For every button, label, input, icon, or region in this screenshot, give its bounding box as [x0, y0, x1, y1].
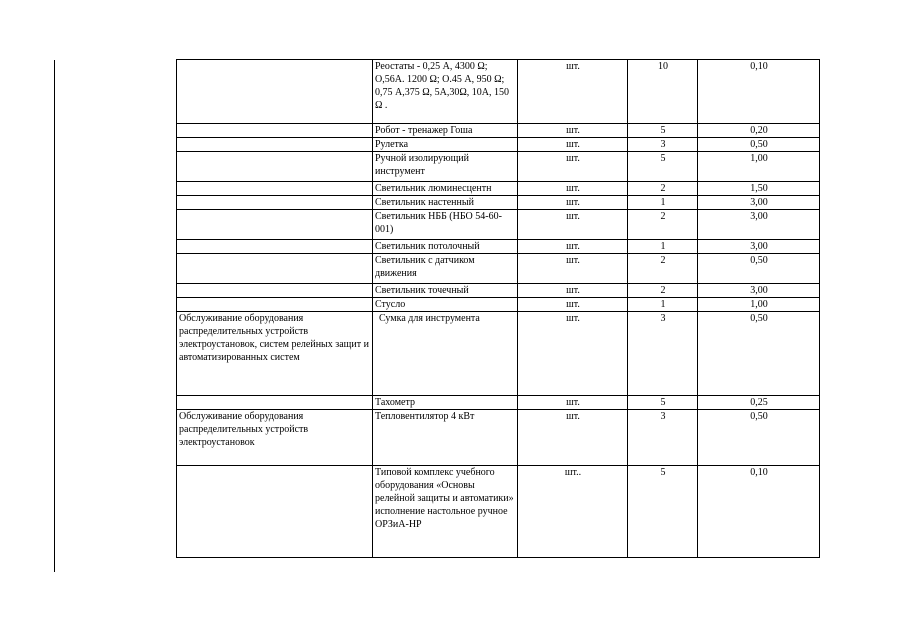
table-row — [177, 284, 820, 298]
value-cell: 1,00 — [698, 152, 820, 182]
value-cell: 0,50 — [698, 410, 820, 466]
item-name-cell: Светильник точечный — [373, 284, 518, 298]
unit-cell: шт. — [518, 210, 628, 240]
quantity-cell: 2 — [628, 182, 698, 196]
item-name-cell: Светильник НББ (НБО 54-60-001) — [373, 210, 518, 240]
quantity-cell: 5 — [628, 396, 698, 410]
item-name-cell: Робот - тренажер Гоша — [373, 124, 518, 138]
value-cell: 1,00 — [698, 298, 820, 312]
table-row — [177, 152, 820, 182]
value-cell: 3,00 — [698, 240, 820, 254]
section-cell — [177, 60, 373, 124]
quantity-cell: 5 — [628, 152, 698, 182]
value-cell: 0,10 — [698, 60, 820, 124]
section-cell — [177, 396, 373, 410]
quantity-cell: 5 — [628, 124, 698, 138]
unit-cell: шт. — [518, 60, 628, 124]
unit-cell: шт. — [518, 182, 628, 196]
section-cell — [177, 466, 373, 558]
unit-cell: шт. — [518, 124, 628, 138]
section-cell — [177, 138, 373, 152]
item-name-cell: Сумка для инструмента — [373, 312, 518, 396]
quantity-cell: 1 — [628, 240, 698, 254]
table-row — [177, 396, 820, 410]
quantity-cell: 2 — [628, 210, 698, 240]
equipment-table — [176, 59, 820, 558]
unit-cell: шт. — [518, 196, 628, 210]
section-cell — [177, 284, 373, 298]
item-name-cell: Светильник потолочный — [373, 240, 518, 254]
value-cell: 1,50 — [698, 182, 820, 196]
unit-cell: шт. — [518, 240, 628, 254]
item-name-cell: Ручной изолирующий инструмент — [373, 152, 518, 182]
value-cell: 0,50 — [698, 312, 820, 396]
section-cell — [177, 182, 373, 196]
item-name-cell: Светильник с датчиком движения — [373, 254, 518, 284]
unit-cell: шт. — [518, 138, 628, 152]
table-row — [177, 466, 820, 558]
quantity-cell: 3 — [628, 410, 698, 466]
value-cell: 0,10 — [698, 466, 820, 558]
unit-cell: шт.. — [518, 466, 628, 558]
item-name-cell: Типовой комплекс учебного оборудования «Основы релейной защиты и автоматики» исполнение настольное ручное ОРЗиА-НР — [373, 466, 518, 558]
item-name-cell: Стусло — [373, 298, 518, 312]
table-row — [177, 182, 820, 196]
table-row — [177, 138, 820, 152]
value-cell: 0,20 — [698, 124, 820, 138]
quantity-cell: 1 — [628, 196, 698, 210]
table-row — [177, 240, 820, 254]
item-name-cell: Рулетка — [373, 138, 518, 152]
section-cell — [177, 210, 373, 240]
item-name-cell: Светильник настенный — [373, 196, 518, 210]
value-cell: 3,00 — [698, 284, 820, 298]
unit-cell: шт. — [518, 152, 628, 182]
item-name-cell: Светильник люминесцентн — [373, 182, 518, 196]
section-cell — [177, 254, 373, 284]
unit-cell: шт. — [518, 312, 628, 396]
quantity-cell: 5 — [628, 466, 698, 558]
section-cell — [177, 124, 373, 138]
page-margin-line — [54, 60, 55, 572]
table-row — [177, 210, 820, 240]
section-cell — [177, 152, 373, 182]
unit-cell: шт. — [518, 298, 628, 312]
quantity-cell: 10 — [628, 60, 698, 124]
value-cell: 0,50 — [698, 138, 820, 152]
section-cell: Обслуживание оборудования распределительных устройств электроустановок — [177, 410, 373, 466]
quantity-cell: 2 — [628, 254, 698, 284]
unit-cell: шт. — [518, 396, 628, 410]
section-cell — [177, 240, 373, 254]
value-cell: 0,50 — [698, 254, 820, 284]
value-cell: 3,00 — [698, 196, 820, 210]
quantity-cell: 1 — [628, 298, 698, 312]
item-name-cell: Тахометр — [373, 396, 518, 410]
table-row — [177, 298, 820, 312]
section-cell — [177, 196, 373, 210]
quantity-cell: 3 — [628, 312, 698, 396]
unit-cell: шт. — [518, 254, 628, 284]
section-cell: Обслуживание оборудования распределительных устройств электроустановок, систем релейных защит и автоматизированных систем — [177, 312, 373, 396]
table-row — [177, 254, 820, 284]
quantity-cell: 3 — [628, 138, 698, 152]
value-cell: 0,25 — [698, 396, 820, 410]
table-row — [177, 124, 820, 138]
table-row — [177, 312, 820, 396]
table-row — [177, 410, 820, 466]
unit-cell: шт. — [518, 410, 628, 466]
table-row — [177, 196, 820, 210]
value-cell: 3,00 — [698, 210, 820, 240]
quantity-cell: 2 — [628, 284, 698, 298]
unit-cell: шт. — [518, 284, 628, 298]
table-row — [177, 60, 820, 124]
section-cell — [177, 298, 373, 312]
item-name-cell: Тепловентилятор 4 кВт — [373, 410, 518, 466]
item-name-cell: Реостаты - 0,25 А, 4300 Ω; О,56А. 1200 Ω; О.45 А, 950 Ω; 0,75 А,375 Ω, 5А,30Ω, 10А, 150 Ω . — [373, 60, 518, 124]
